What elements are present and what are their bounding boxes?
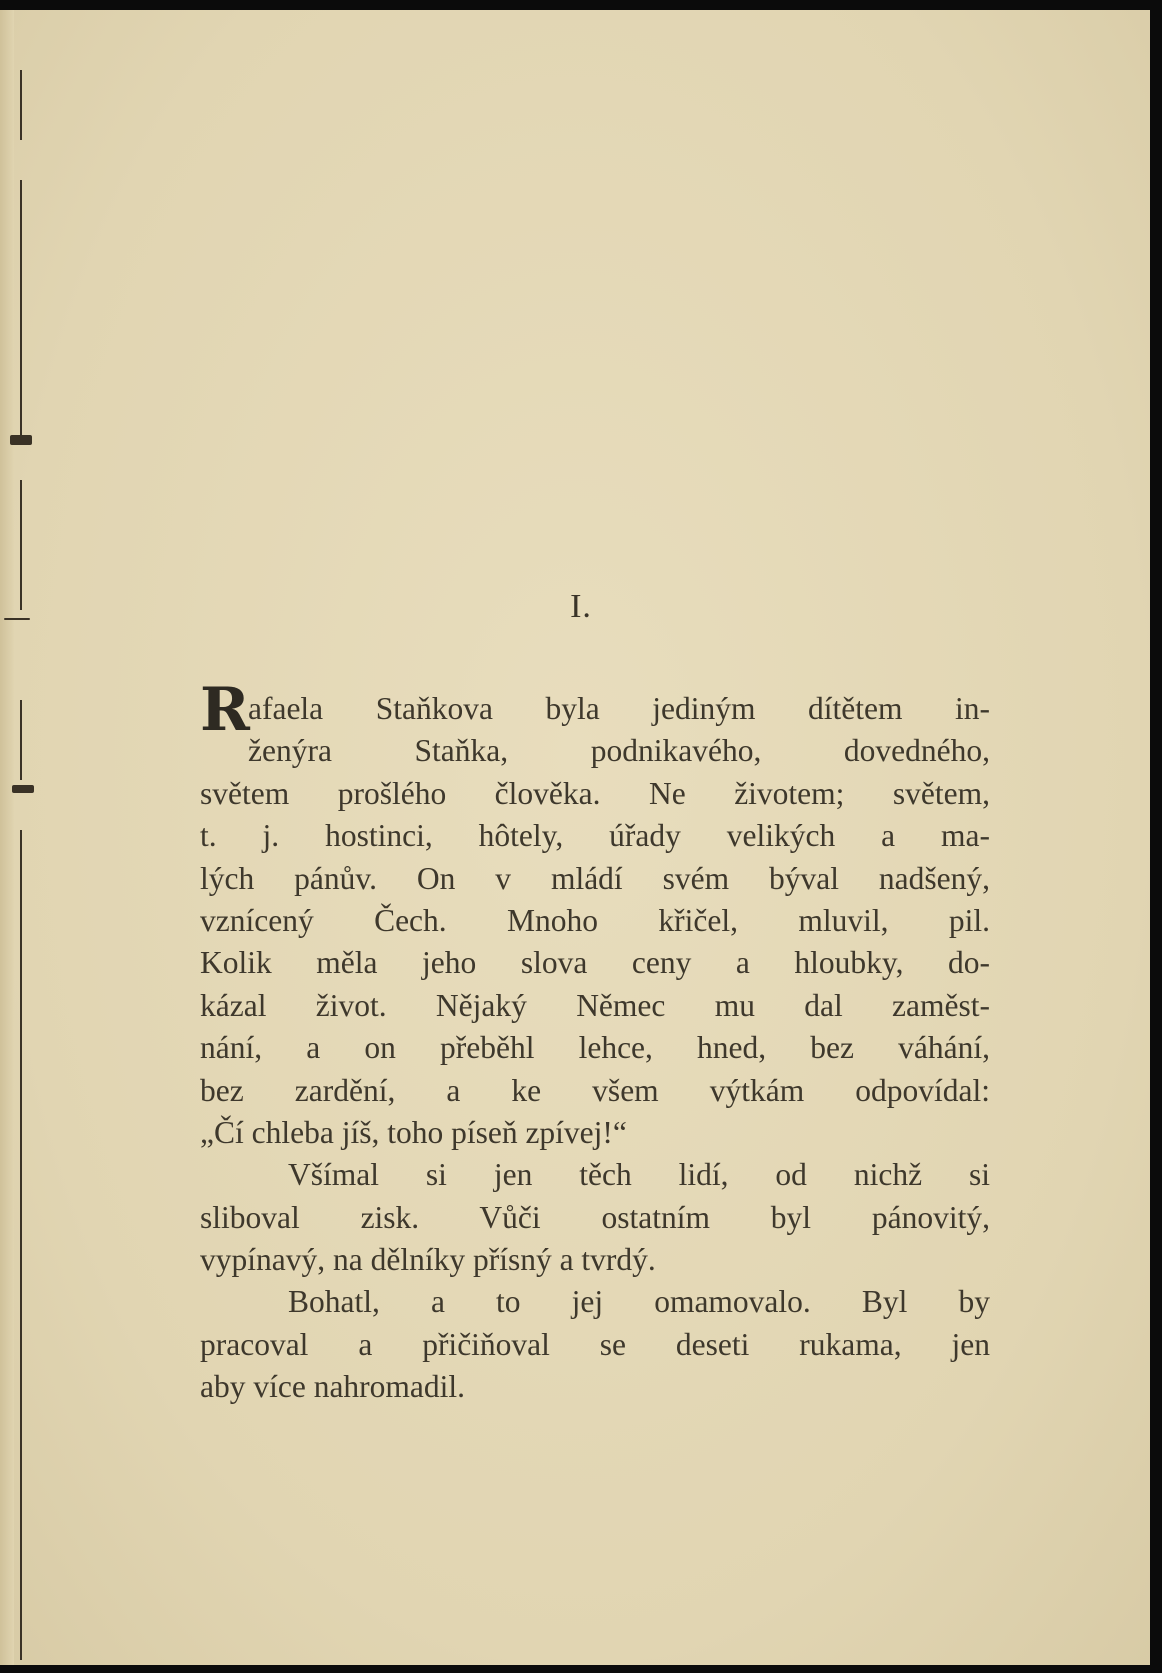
text-line: vznícený Čech. Mnoho křičel, mluvil, pil.	[200, 902, 990, 938]
text-line: afaela Staňkova byla jediným dítětem in-	[248, 691, 990, 726]
text-line: ženýra Staňka, podnikavého, dovedného,	[248, 733, 990, 769]
text-line: kázal život. Nějaký Němec mu dal zaměst-	[200, 987, 990, 1023]
binding-mark	[20, 70, 22, 140]
body-text	[200, 688, 990, 1409]
text-line: Všímal si jen těch lidí, od nichž si	[288, 1157, 990, 1193]
text-line: lých pánův. On v mládí svém býval nadšený,	[200, 860, 990, 896]
drop-cap: R	[200, 675, 250, 745]
text-line: nání, a on přeběhl lehce, hned, bez váhání,	[200, 1030, 990, 1066]
text-line: aby více nahromadil.	[200, 1369, 466, 1405]
text-line: pracoval a přičiňoval se deseti rukama, jen	[200, 1326, 990, 1362]
text-line: světem prošlého člověka. Ne životem; světem,	[200, 775, 990, 811]
text-line: sliboval zisk. Vůči ostatním byl pánovitý,	[200, 1199, 990, 1235]
binding-blot	[12, 785, 34, 793]
text-line: Bohatl, a to jej omamovalo. Byl by	[288, 1284, 990, 1320]
binding-mark	[20, 700, 22, 780]
chapter-heading: I.	[570, 588, 592, 625]
text-line: t. j. hostinci, hôtely, úřady velikých a ma-	[200, 818, 990, 854]
text-line: „Čí chleba jíš, toho píseň zpívej!“	[200, 1114, 627, 1150]
binding-blot	[10, 435, 32, 445]
binding-mark	[20, 830, 22, 1660]
page-binding-edge	[0, 10, 14, 1665]
text-line: bez zardění, a ke všem výtkám odpovídal:	[200, 1072, 990, 1108]
text-line: Kolik měla jeho slova ceny a hloubky, do-	[200, 945, 990, 981]
binding-mark	[20, 180, 22, 440]
text-line: vypínavý, na dělníky přísný a tvrdý.	[200, 1242, 656, 1278]
